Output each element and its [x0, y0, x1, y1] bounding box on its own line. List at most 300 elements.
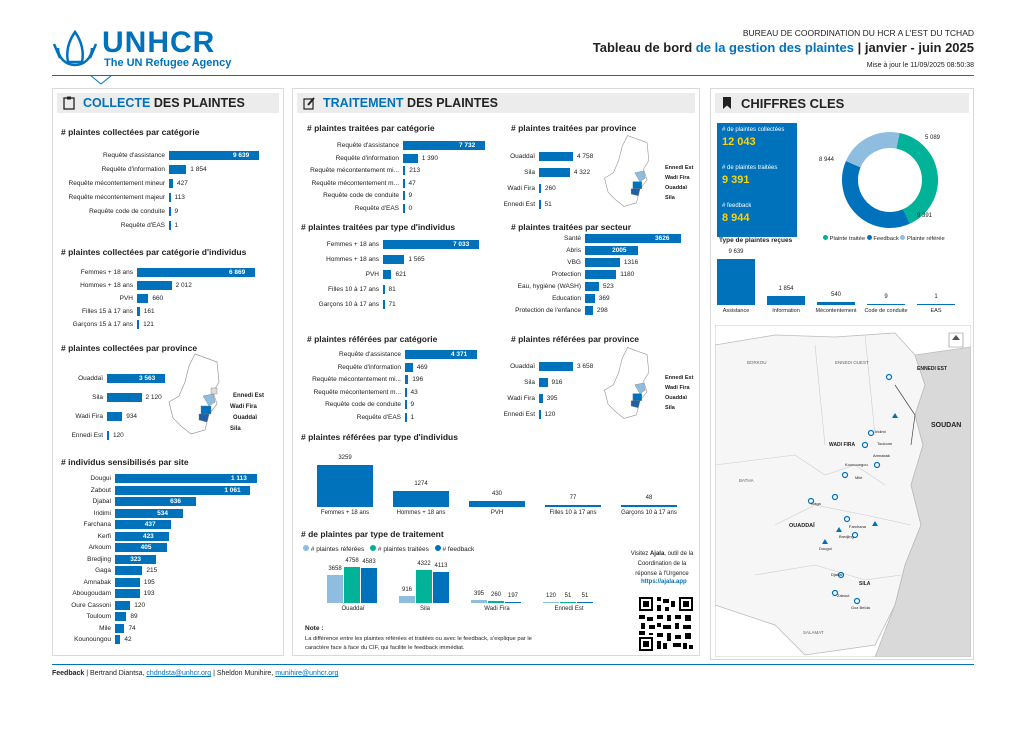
type-bar-value: 1	[934, 293, 938, 300]
map-site-mile: Mile	[855, 475, 863, 480]
bar-label	[53, 635, 111, 645]
bar	[405, 400, 407, 409]
bar	[383, 300, 385, 309]
traitement-head-a: TRAITEMENT	[323, 96, 404, 110]
bar-label-text: Abougoudam	[72, 590, 111, 597]
bar-label	[53, 268, 133, 278]
bar-label	[53, 486, 111, 496]
donut-legend	[823, 235, 945, 242]
bar-label	[293, 388, 401, 398]
group-bar-value: 916	[401, 587, 412, 594]
bar-value: 7 033	[453, 241, 470, 248]
group-bar	[361, 568, 377, 603]
donut-slice-traitee	[898, 141, 933, 219]
unhcr-logo	[52, 28, 232, 70]
type-bar-label: EAS	[930, 308, 942, 314]
vbar-label: PVH	[490, 510, 504, 516]
bar-label	[53, 320, 133, 330]
bar	[585, 306, 593, 315]
bar-value: 3626	[655, 235, 670, 242]
qr-code-icon	[637, 595, 695, 653]
bar	[539, 168, 570, 177]
bar-label-text: Arkoum	[88, 544, 111, 551]
map-site-goz-beida: Goz Beïda	[851, 605, 870, 610]
bar	[115, 509, 183, 518]
bar-label-text: Femmes + 18 ans	[80, 269, 133, 276]
group-label: Wadi Fira	[484, 606, 510, 612]
bar	[115, 601, 130, 610]
bar-label-text: Ennedi Est	[503, 411, 535, 418]
bar-value: 4 322	[573, 169, 591, 176]
map-site-amnabak: Amnabak	[873, 453, 890, 458]
bar-label	[293, 285, 379, 295]
kpi-feedback-value: 8 944	[722, 212, 750, 224]
clipboard-icon	[63, 96, 75, 110]
bar-value: 113	[174, 194, 185, 201]
dl-feedback: Feedback	[873, 236, 899, 242]
bar-label-text: Filles 10 à 17 ans	[328, 286, 379, 293]
bar-label	[293, 179, 399, 189]
bar-label	[493, 410, 535, 420]
r-map-label-ouaddai: Ouaddaï	[665, 395, 688, 401]
bar-value: 916	[551, 379, 563, 386]
bar-value: 534	[157, 509, 168, 517]
bar-value: 7 732	[459, 142, 476, 149]
map-label-sila: Sila	[230, 426, 241, 432]
bar	[405, 413, 407, 422]
bar-label-text: Requête d'EAS	[356, 413, 401, 421]
kpi-traitees	[717, 161, 797, 199]
bar-label-text: Dougui	[90, 475, 111, 482]
logo-text: UNHCR	[102, 26, 216, 59]
bar-value: 3 563	[139, 375, 156, 382]
dl-traitee: Plainte traitée	[829, 236, 866, 242]
type-bar	[717, 259, 755, 305]
panel-chiffres-head	[715, 93, 969, 113]
bar-value: 4 371	[451, 351, 468, 358]
chiffres-head: CHIFFRES CLES	[741, 96, 845, 111]
type-bar-value: 540	[830, 292, 841, 299]
types-title: Type de plaintes reçues	[719, 237, 793, 244]
legend-dot-traitees	[370, 545, 376, 551]
bar-label	[53, 612, 111, 622]
bar-label	[53, 555, 111, 565]
map-label-ouaddai: Ouaddaï	[233, 415, 258, 421]
collecte-prov-title: # plaintes collectées par province	[61, 343, 198, 353]
bar-value: 469	[416, 363, 428, 371]
bar-label	[53, 624, 111, 634]
bar-value: 9 639	[233, 152, 250, 159]
bar-value: 120	[544, 411, 556, 418]
vbar-label: Garçons 10 à 17 ans	[621, 510, 677, 516]
group-bar-value: 4583	[362, 559, 376, 566]
ajala-text-2: , outil de la Coordination de la réponse à l'Urgence	[635, 551, 694, 577]
chad-minimap	[165, 352, 235, 436]
bar-value: 43	[410, 388, 418, 396]
map-site-dougui: Dougui	[819, 546, 832, 551]
type-bar	[767, 296, 805, 305]
kpi-traitees-value: 9 391	[722, 174, 750, 186]
bar-value: 193	[143, 590, 155, 597]
ajala-text	[627, 549, 697, 579]
bar-value: 42	[124, 636, 132, 643]
bar-label-text: Ouaddaï	[510, 363, 535, 370]
bar-value: 195	[143, 578, 155, 586]
bar-label	[53, 497, 111, 507]
header-notch-icon	[90, 75, 112, 85]
t-cat-title: # plaintes traitées par catégorie	[307, 123, 435, 133]
map-site-gaga: Gaga	[811, 501, 821, 506]
dl-referee: Plainte référée	[907, 236, 945, 242]
vbar	[469, 501, 525, 507]
bar-label	[53, 474, 111, 484]
note-text: La différence entre les plaintes référées et traitées ou avec le feedback, s'explique par le caractère face à face du CIF, qui facilite le feedback immédiat.	[305, 636, 532, 651]
bar-value: 121	[143, 321, 154, 328]
bar	[115, 589, 140, 598]
bar-label	[293, 204, 399, 214]
bar-value: 213	[409, 167, 421, 174]
bar	[115, 624, 124, 633]
bar-label	[293, 400, 401, 410]
unhcr-emblem-icon	[52, 28, 98, 68]
t-refcat-title: # plaintes référées par catégorie	[307, 334, 438, 344]
map-site-bredjing: Bredjing	[839, 534, 854, 539]
bar-label	[53, 509, 111, 519]
bar-value: 1316	[623, 259, 639, 266]
bar-label	[293, 375, 401, 385]
bar	[403, 179, 405, 188]
group-bar	[488, 601, 504, 603]
traitement-head-b: DES PLAINTES	[403, 96, 499, 110]
bar-label-text: Requête mécontentement m...	[311, 179, 399, 187]
group-bar-value: 51	[564, 592, 572, 599]
t-map-label-sila: Sila	[665, 195, 675, 201]
group-bar-value: 51	[581, 592, 589, 599]
bar	[405, 375, 408, 384]
bar-label	[493, 270, 581, 280]
type-bar-label: Mécontentement	[815, 308, 857, 314]
page-title	[593, 40, 974, 55]
bar-label-text: Protection de l'enfance	[515, 307, 581, 314]
bar-label	[53, 221, 165, 231]
dl-dot-referee	[900, 235, 905, 240]
bar-label-text: Requête d'assistance	[103, 152, 165, 159]
donut-label-traitee: 9 391	[917, 213, 933, 219]
bar-label	[493, 394, 535, 404]
group-label: Sila	[419, 606, 430, 612]
bookmark-icon	[721, 96, 733, 110]
bar-value: 81	[388, 286, 396, 293]
bar-label	[493, 152, 535, 162]
bar-label-text: Oure Cassoni	[71, 601, 111, 609]
kpi-traitees-label: # de plaintes traitées	[722, 165, 778, 171]
panel-traitement-head	[297, 93, 695, 113]
bar-value: 1 061	[224, 486, 241, 494]
bar-label-text: Abris	[566, 247, 581, 254]
bar-label-text: Wadi Fira	[507, 395, 535, 402]
bar	[107, 393, 142, 402]
legend-referees: # plaintes référées	[310, 546, 365, 553]
bar-label-text: Iridimi	[93, 509, 111, 517]
vbar	[317, 465, 373, 507]
bar-label	[293, 166, 399, 176]
bar-label-text: Amnabak	[83, 578, 111, 586]
bar-value: 120	[134, 601, 146, 609]
vbar-value: 48	[645, 495, 653, 501]
bar-label-text: Requête d'EAS	[120, 222, 165, 229]
footer-mail1[interactable]: chdndsta@unhcr.org	[146, 670, 212, 677]
map-site-zabout: Zabout	[837, 593, 850, 598]
bar-value: 405	[140, 544, 152, 551]
ajala-name: Ajala	[649, 551, 665, 557]
bar-label-text: Requête d'assistance	[337, 142, 399, 149]
dl-dot-traitee	[823, 235, 828, 240]
bar-value: 6 869	[229, 269, 246, 276]
group-bar	[344, 567, 360, 603]
group-bar	[577, 602, 593, 604]
bar-value: 9	[174, 208, 179, 215]
bar	[403, 154, 418, 163]
bar-value: 51	[544, 201, 552, 208]
bar	[585, 270, 616, 279]
bar-value: 523	[602, 283, 614, 290]
ajala-link[interactable]: https://ajala.app	[641, 579, 687, 585]
legend-traitees: # plaintes traitées	[377, 546, 429, 553]
collecte-ind-title: # plaintes collectées par catégorie d'individus	[61, 247, 247, 257]
map-region-ennedi-est: ENNEDI EST	[917, 366, 948, 372]
type-bar	[867, 304, 905, 306]
header-rule	[52, 75, 974, 76]
kpi-collectees-label: # de plaintes collectées	[722, 127, 785, 133]
bar-label-text: Requête mécontentement m...	[313, 388, 401, 396]
donut-label-referee: 5 089	[925, 135, 941, 141]
map-region-ennedi-ouest: ENNEDI OUEST	[835, 360, 869, 365]
bar-label-text: Requête mécontentement mi...	[312, 376, 401, 383]
bar	[539, 200, 541, 209]
bar-label-text: Gaga	[95, 567, 111, 574]
bar	[539, 378, 548, 387]
bar-label-text: Djabal	[92, 498, 111, 505]
dl-dot-feedback	[867, 235, 872, 240]
bar-value: 0	[408, 204, 413, 212]
bar	[137, 281, 172, 290]
bar-value: 2 120	[145, 394, 162, 401]
bar-value: 1180	[620, 271, 635, 278]
bar-value: 9	[408, 192, 413, 199]
bar-label-text: Eau, hygiène (WASH)	[517, 283, 581, 290]
bar	[539, 184, 541, 193]
bar-label-text: Zabout	[90, 486, 111, 494]
type-bar-value: 9	[884, 293, 888, 300]
bar-label-text: Requête code de conduite	[325, 401, 401, 408]
footer	[52, 670, 338, 677]
group-bar-value: 197	[507, 592, 518, 599]
ajala-text-1: Visitez	[630, 551, 649, 557]
bar-label	[53, 578, 111, 588]
bar-label-text: Sila	[92, 394, 103, 401]
bar	[169, 165, 186, 174]
bar	[383, 255, 404, 264]
group-bar-value: 120	[545, 592, 556, 599]
group-bar	[505, 602, 521, 604]
r-map-label-sila: Sila	[665, 405, 675, 411]
bar-value: 161	[143, 308, 155, 315]
bar	[403, 166, 405, 175]
bar-label	[293, 413, 401, 423]
logo-subtitle: The UN Refugee Agency	[104, 57, 232, 69]
type-bar-label: Information	[772, 308, 800, 314]
kpi-feedback	[717, 199, 797, 237]
bar-label	[293, 154, 399, 164]
footer-text1: | Bertrand Diantsa,	[84, 670, 147, 677]
group-bar-value: 4758	[345, 558, 359, 564]
map-site-farchana: Farchana	[849, 524, 866, 529]
bar-value: 636	[170, 498, 181, 505]
bar-value: 1 565	[408, 256, 425, 263]
bar-label	[53, 520, 111, 530]
bar	[585, 282, 599, 291]
map-region-sila: SILA	[859, 581, 871, 587]
bar-label	[53, 179, 165, 189]
bar-value: 1	[174, 222, 179, 229]
bar	[115, 635, 120, 644]
t-refprov-title: # plaintes référées par province	[511, 334, 640, 344]
bar-label	[53, 393, 103, 403]
t-ind-title: # plaintes traitées par type d'individus	[301, 222, 456, 232]
bar-label	[53, 412, 103, 422]
bar-label-text: Requête d'information	[337, 363, 401, 371]
bar-label	[53, 601, 111, 611]
group-bar-value: 4322	[417, 561, 431, 568]
bar-label	[493, 306, 581, 316]
bar-label-text: Ouaddaï	[78, 375, 103, 382]
bar-value: 395	[546, 395, 558, 402]
bar-value: 1 854	[190, 166, 207, 173]
bar	[137, 294, 148, 303]
bar-value: 215	[146, 567, 158, 574]
bar-label-text: Farchana	[83, 521, 111, 528]
type-bar-value: 1 854	[778, 286, 794, 293]
bar-value: 621	[395, 271, 407, 278]
bar-label	[293, 363, 401, 373]
legend-dot-referees	[303, 545, 309, 551]
bar-label	[493, 200, 535, 210]
footer-rule	[52, 664, 974, 665]
group-bar	[416, 570, 432, 603]
map-site-kounoungou: Kounoungou	[845, 462, 868, 467]
vbar-value: 77	[569, 495, 577, 501]
bar-label-text: Kounoungou	[74, 636, 111, 643]
t-map-label-ouaddai: Ouaddaï	[665, 185, 688, 191]
group-bar-value: 3658	[328, 566, 342, 573]
bar-label	[493, 168, 535, 178]
bar-label-text: Wadi Fira	[75, 413, 103, 420]
bar-label	[493, 378, 535, 388]
bar-value: 660	[152, 295, 164, 302]
donut-slice-feedback	[850, 164, 906, 220]
bar-label	[293, 350, 401, 360]
bar	[539, 362, 573, 371]
bar-label-text: Requête mécontentement mi...	[310, 167, 399, 174]
bar-label-text: Mile	[99, 624, 111, 632]
donut-label-feedback: 8 944	[819, 157, 835, 163]
bar-value: 9	[410, 401, 415, 408]
title-part-c: | janvier - juin 2025	[857, 40, 974, 55]
bar-label-text: Requête d'EAS	[354, 204, 399, 212]
bar-label-text: Hommes + 18 ans	[326, 256, 379, 263]
bar	[383, 285, 385, 294]
bar-value: 369	[598, 295, 610, 302]
bar-label	[293, 270, 379, 280]
bar-label-text: Protection	[551, 271, 581, 278]
bar-label	[293, 141, 399, 151]
bar-value: 4 758	[577, 153, 594, 160]
bar-value: 934	[126, 413, 138, 420]
bar	[169, 207, 171, 216]
bar	[137, 320, 139, 329]
bar-label-text: Bredjing	[87, 555, 111, 563]
bar-label-text: Ennedi Est	[503, 201, 535, 208]
bar	[107, 431, 109, 440]
footer-mail2[interactable]: munihire@unhcr.org	[275, 670, 339, 677]
group-bar	[327, 575, 343, 603]
bar-label-text: PVH	[365, 271, 379, 278]
collecte-head-a: COLLECTE	[83, 96, 151, 110]
bar-label	[53, 207, 165, 217]
map-region-soudan: SOUDAN	[931, 422, 962, 429]
bar-value: 71	[388, 301, 396, 308]
vbar-value: 1274	[414, 480, 428, 487]
map-region-batha: BATHA	[739, 478, 754, 483]
bar-value: 1 390	[421, 154, 439, 162]
collecte-sens-title: # individus sensibilisés par site	[61, 457, 189, 467]
legend-dot-feedback	[435, 545, 441, 551]
bar-value: 2005	[612, 247, 627, 254]
chad-minimap-referees	[601, 345, 663, 421]
group-bar-value: 260	[490, 592, 501, 599]
type-bar	[817, 302, 855, 305]
t-map-label-ennedi: Ennedi Est	[665, 165, 694, 171]
map-region-salamat: SALAMAT	[803, 630, 824, 635]
bar-value: 1 113	[231, 475, 247, 482]
bar-value: 120	[112, 432, 124, 439]
panel-collecte	[52, 88, 284, 656]
r-map-label-ennedi: Ennedi Est	[665, 375, 694, 381]
bar-label	[53, 374, 103, 384]
vbar-label: Femmes + 18 ans	[320, 510, 370, 516]
bar	[405, 363, 413, 372]
panel-traitement	[292, 88, 700, 656]
bar	[539, 152, 573, 161]
legend-feedback: # feedback	[442, 546, 475, 553]
bar-label	[53, 151, 165, 161]
group-bar	[471, 600, 487, 603]
bar-label-text: Hommes + 18 ans	[80, 282, 133, 289]
collecte-head-b: DES PLAINTES	[150, 96, 245, 110]
group-bar	[433, 572, 449, 603]
vbar-value: 430	[491, 491, 502, 498]
bar-label	[53, 589, 111, 599]
group-bar	[399, 596, 415, 603]
group-label: Ennedi Est	[554, 606, 584, 612]
vbar	[621, 505, 677, 507]
group-label: Ouaddaï	[341, 606, 365, 612]
map-region-ouaddai: OUADDAÏ	[789, 523, 815, 529]
bar-label	[493, 362, 535, 372]
bar	[405, 388, 407, 397]
bar	[169, 221, 171, 230]
bar-label	[293, 300, 379, 310]
